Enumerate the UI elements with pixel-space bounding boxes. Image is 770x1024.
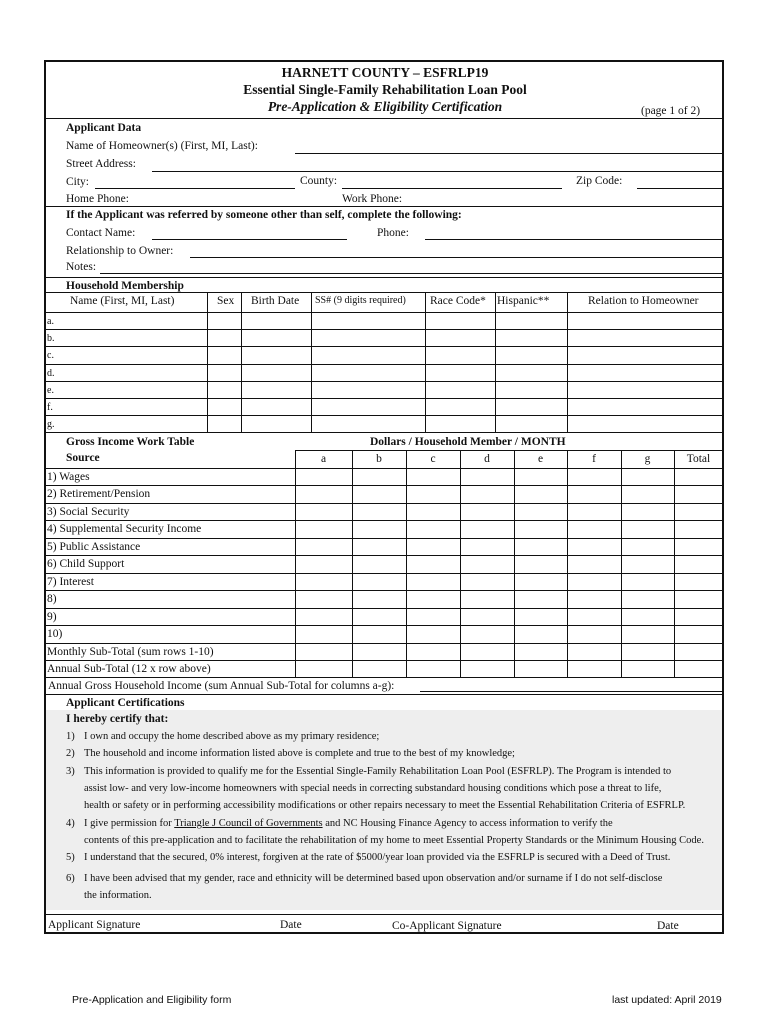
income-cell[interactable] bbox=[675, 469, 722, 484]
certification-item-number: 3) bbox=[66, 766, 75, 777]
household-cell[interactable] bbox=[208, 382, 240, 397]
income-cell[interactable] bbox=[407, 469, 459, 484]
zip-code-label: Zip Code: bbox=[576, 175, 623, 187]
income-cell[interactable] bbox=[568, 574, 620, 589]
income-col-b: b bbox=[376, 453, 382, 465]
county-label: County: bbox=[300, 175, 338, 187]
household-cell[interactable] bbox=[242, 330, 310, 345]
income-cell[interactable] bbox=[461, 556, 513, 571]
income-cell[interactable] bbox=[407, 539, 459, 554]
income-cell[interactable] bbox=[407, 486, 459, 501]
household-cell[interactable] bbox=[496, 365, 566, 380]
income-cell[interactable] bbox=[296, 504, 351, 519]
household-cell[interactable] bbox=[568, 399, 722, 414]
income-cell[interactable] bbox=[515, 539, 566, 554]
income-cell[interactable] bbox=[296, 486, 351, 501]
certification-item-number: 1) bbox=[66, 731, 75, 742]
contact-name-field[interactable] bbox=[152, 239, 347, 240]
income-cell[interactable] bbox=[675, 591, 722, 606]
income-cell[interactable] bbox=[675, 644, 722, 659]
income-cell[interactable] bbox=[461, 626, 513, 641]
income-cell[interactable] bbox=[296, 574, 351, 589]
household-section-title: Household Membership bbox=[66, 280, 184, 292]
household-cell[interactable] bbox=[208, 330, 240, 345]
income-cell[interactable] bbox=[461, 469, 513, 484]
household-cell[interactable] bbox=[208, 365, 240, 380]
notes-label: Notes: bbox=[66, 261, 97, 273]
applicant-section-title: Applicant Data bbox=[66, 122, 142, 134]
household-cell[interactable] bbox=[496, 399, 566, 414]
income-cell[interactable] bbox=[296, 609, 351, 624]
income-cell[interactable] bbox=[407, 521, 459, 536]
income-cell[interactable] bbox=[675, 556, 722, 571]
income-cell[interactable] bbox=[296, 591, 351, 606]
income-cell[interactable] bbox=[515, 556, 566, 571]
income-cell[interactable] bbox=[515, 626, 566, 641]
household-cell[interactable] bbox=[312, 416, 424, 431]
income-cell[interactable] bbox=[407, 609, 459, 624]
work-phone-label: Work Phone: bbox=[342, 193, 403, 205]
applicant-divider bbox=[45, 206, 723, 207]
form-subtitle: Essential Single-Family Rehabilitation Loan Pool bbox=[243, 82, 527, 97]
household-cell[interactable] bbox=[46, 382, 206, 397]
household-row-label: a. bbox=[47, 316, 54, 327]
household-cell[interactable] bbox=[242, 399, 310, 414]
income-cell[interactable] bbox=[407, 574, 459, 589]
income-cell[interactable] bbox=[461, 521, 513, 536]
household-cell[interactable] bbox=[242, 365, 310, 380]
household-cell[interactable] bbox=[496, 347, 566, 362]
household-cell[interactable] bbox=[208, 313, 240, 328]
applicant-signature-line[interactable] bbox=[45, 914, 363, 915]
contact-phone-label: Phone: bbox=[377, 227, 409, 239]
household-col-ssn: SS# (9 digits required) bbox=[315, 295, 406, 306]
household-cell[interactable] bbox=[242, 382, 310, 397]
household-cell[interactable] bbox=[46, 313, 206, 328]
certification-item-number: 5) bbox=[66, 852, 75, 863]
income-cell[interactable] bbox=[568, 661, 620, 676]
city-label: City: bbox=[66, 176, 90, 188]
certification-item-text: This information is provided to qualify me for the Essential Single-Family Rehabilitation Loan Pool (ESFRLP). The Program is intended to bbox=[84, 766, 672, 777]
income-cell[interactable] bbox=[568, 469, 620, 484]
income-cell[interactable] bbox=[407, 644, 459, 659]
coapplicant-date-label: Date bbox=[657, 920, 679, 932]
annual-gross-income-label: Annual Gross Household Income (sum Annual Sub-Total for columns a-g): bbox=[48, 680, 395, 692]
household-row-label: f. bbox=[47, 402, 53, 413]
triangle-j-link[interactable]: Triangle J Council of Governments bbox=[174, 818, 323, 829]
household-cell[interactable] bbox=[496, 313, 566, 328]
household-cell[interactable] bbox=[46, 330, 206, 345]
household-cell[interactable] bbox=[426, 382, 494, 397]
income-cell[interactable] bbox=[622, 521, 673, 536]
income-cell[interactable] bbox=[353, 626, 405, 641]
income-cell[interactable] bbox=[675, 626, 722, 641]
annual-gross-income-field[interactable] bbox=[420, 691, 723, 692]
income-cell[interactable] bbox=[622, 644, 673, 659]
certification-intro: I hereby certify that: bbox=[66, 713, 169, 725]
income-cell[interactable] bbox=[296, 661, 351, 676]
household-divider bbox=[45, 277, 723, 278]
coapplicant-signature-line[interactable] bbox=[354, 914, 723, 915]
household-col-race: Race Code* bbox=[430, 295, 486, 307]
income-cell[interactable] bbox=[622, 556, 673, 571]
household-cell[interactable] bbox=[46, 347, 206, 362]
household-cell[interactable] bbox=[568, 382, 722, 397]
income-cell[interactable] bbox=[461, 504, 513, 519]
income-cell[interactable] bbox=[568, 504, 620, 519]
household-header-rule bbox=[45, 292, 723, 293]
income-row-label: 5) Public Assistance bbox=[47, 540, 141, 553]
income-cell[interactable] bbox=[353, 644, 405, 659]
income-cell[interactable] bbox=[675, 504, 722, 519]
income-cell[interactable] bbox=[515, 644, 566, 659]
household-cell[interactable] bbox=[242, 416, 310, 431]
applicant-signature-label: Applicant Signature bbox=[48, 919, 141, 931]
income-source-header: Source bbox=[66, 452, 100, 464]
income-cell[interactable] bbox=[515, 609, 566, 624]
notes-field[interactable] bbox=[100, 273, 724, 274]
income-cell[interactable] bbox=[296, 626, 351, 641]
certification-item-text: the information. bbox=[84, 890, 152, 901]
certification-item-text: health or safety or in performing accessibility modifications or other repairs necessary to meet the Essential Rehabilitation Criteria of ESFRLP. bbox=[84, 800, 686, 811]
certification-text: I give permission for bbox=[84, 818, 175, 829]
certification-item-number: 4) bbox=[66, 818, 75, 829]
zip-code-field[interactable] bbox=[637, 188, 724, 189]
household-cell[interactable] bbox=[568, 365, 722, 380]
certification-text: and NC Housing Finance Agency to access information to verify the bbox=[322, 818, 613, 829]
household-cell[interactable] bbox=[312, 399, 424, 414]
income-cell[interactable] bbox=[353, 486, 405, 501]
household-cell[interactable] bbox=[208, 347, 240, 362]
income-row-label: Monthly Sub-Total (sum rows 1-10) bbox=[47, 645, 214, 658]
household-cell[interactable] bbox=[568, 313, 722, 328]
income-cell[interactable] bbox=[461, 591, 513, 606]
income-cell[interactable] bbox=[622, 661, 673, 676]
household-cell[interactable] bbox=[242, 313, 310, 328]
household-row-label: g. bbox=[47, 419, 55, 431]
household-row-label: d. bbox=[47, 367, 55, 379]
income-cell[interactable] bbox=[675, 661, 722, 676]
income-cell[interactable] bbox=[353, 556, 405, 571]
income-col-total: Total bbox=[686, 453, 711, 465]
income-cell[interactable] bbox=[296, 644, 351, 659]
income-row-label: 8) bbox=[47, 593, 57, 606]
certification-item-text: contents of this pre-application and to facilitate the rehabilitation of my home to meet Essential Property Standards or the Minimum Housing Code. bbox=[84, 835, 704, 846]
income-cell[interactable] bbox=[296, 556, 351, 571]
household-cell[interactable] bbox=[46, 365, 206, 380]
certification-section-title: Applicant Certifications bbox=[66, 697, 185, 709]
household-cell[interactable] bbox=[242, 347, 310, 362]
income-cell[interactable] bbox=[675, 486, 722, 501]
income-cell[interactable] bbox=[622, 469, 673, 484]
certification-item-number: 2) bbox=[66, 748, 75, 759]
income-row-label: 2) Retirement/Pension bbox=[47, 488, 151, 501]
certification-item-number: 6) bbox=[66, 873, 75, 884]
income-cell[interactable] bbox=[296, 521, 351, 536]
income-cell[interactable] bbox=[515, 469, 566, 484]
income-cell[interactable] bbox=[622, 626, 673, 641]
household-col-hispanic: Hispanic** bbox=[497, 295, 550, 307]
income-cell[interactable] bbox=[353, 574, 405, 589]
income-cell[interactable] bbox=[675, 574, 722, 589]
page-number: (page 1 of 2) bbox=[641, 105, 701, 117]
household-col-birthdate: Birth Date bbox=[251, 295, 300, 307]
income-cell[interactable] bbox=[675, 521, 722, 536]
income-divider bbox=[45, 432, 723, 433]
income-cell[interactable] bbox=[675, 539, 722, 554]
income-cell[interactable] bbox=[515, 661, 566, 676]
income-dollars-header: Dollars / Household Member / MONTH bbox=[370, 436, 566, 448]
income-col-f: f bbox=[592, 453, 596, 465]
income-header-top-rule bbox=[295, 450, 723, 451]
income-cell[interactable] bbox=[568, 626, 620, 641]
income-cell[interactable] bbox=[353, 539, 405, 554]
household-cell[interactable] bbox=[46, 399, 206, 414]
street-address-label: Street Address: bbox=[66, 158, 136, 170]
footer-updated: last updated: April 2019 bbox=[612, 994, 722, 1006]
income-row-label: 7) Interest bbox=[47, 575, 94, 588]
coapplicant-signature-label: Co-Applicant Signature bbox=[392, 920, 502, 932]
income-row-label: 1) Wages bbox=[47, 471, 90, 483]
applicant-date-label: Date bbox=[280, 919, 302, 931]
street-address-field[interactable] bbox=[152, 171, 724, 172]
income-cell[interactable] bbox=[515, 591, 566, 606]
income-cell[interactable] bbox=[461, 644, 513, 659]
income-row-label: 4) Supplemental Security Income bbox=[47, 523, 202, 536]
income-cell[interactable] bbox=[568, 591, 620, 606]
income-cell[interactable] bbox=[622, 591, 673, 606]
income-cell[interactable] bbox=[568, 609, 620, 624]
income-col-e: e bbox=[537, 453, 544, 465]
certification-item-text: assist low- and very low-income homeowners with special needs in correcting substandard housing conditions which pose a threat to life, bbox=[84, 783, 662, 794]
income-cell[interactable] bbox=[568, 521, 620, 536]
household-cell[interactable] bbox=[208, 416, 240, 431]
income-col-a: a bbox=[320, 453, 327, 465]
household-cell[interactable] bbox=[426, 330, 494, 345]
household-cell[interactable] bbox=[496, 416, 566, 431]
household-cell[interactable] bbox=[426, 365, 494, 380]
income-row-label: Annual Sub-Total (12 x row above) bbox=[47, 662, 211, 675]
certification-item-text: I own and occupy the home described above as my primary residence; bbox=[84, 731, 380, 742]
household-cell[interactable] bbox=[426, 347, 494, 362]
household-row-label: e. bbox=[47, 384, 54, 396]
income-cell[interactable] bbox=[461, 486, 513, 501]
income-cell[interactable] bbox=[568, 644, 620, 659]
certification-item-text bbox=[84, 817, 613, 831]
income-cell[interactable] bbox=[568, 486, 620, 501]
form-title: HARNETT COUNTY – ESFRLP19 bbox=[281, 65, 489, 80]
income-row-label: 9) bbox=[47, 610, 57, 623]
contact-name-label: Contact Name: bbox=[66, 227, 136, 239]
relationship-field[interactable] bbox=[190, 257, 724, 258]
household-cell[interactable] bbox=[312, 313, 424, 328]
income-col-c: c bbox=[430, 453, 436, 465]
household-col-relation: Relation to Homeowner bbox=[588, 295, 699, 307]
income-cell[interactable] bbox=[461, 574, 513, 589]
household-row-label: c. bbox=[47, 350, 54, 362]
income-cell[interactable] bbox=[622, 539, 673, 554]
household-row-label: b. bbox=[47, 333, 55, 345]
income-cell[interactable] bbox=[353, 661, 405, 676]
household-cell[interactable] bbox=[496, 330, 566, 345]
income-cell[interactable] bbox=[622, 574, 673, 589]
homeowner-name-label: Name of Homeowner(s) (First, MI, Last): bbox=[66, 140, 258, 152]
form-name: Pre-Application & Eligibility Certification bbox=[267, 99, 503, 114]
household-cell[interactable] bbox=[426, 399, 494, 414]
household-cell[interactable] bbox=[568, 330, 722, 345]
household-cell[interactable] bbox=[426, 313, 494, 328]
income-row-label: 3) Social Security bbox=[47, 505, 130, 518]
income-cell[interactable] bbox=[407, 626, 459, 641]
income-cell[interactable] bbox=[353, 469, 405, 484]
income-cell[interactable] bbox=[515, 486, 566, 501]
household-cell[interactable] bbox=[208, 399, 240, 414]
household-cell[interactable] bbox=[312, 365, 424, 380]
income-table-title: Gross Income Work Table bbox=[66, 436, 195, 448]
income-cell[interactable] bbox=[461, 609, 513, 624]
household-cell[interactable] bbox=[312, 330, 424, 345]
income-row-label: 10) bbox=[47, 628, 63, 641]
household-cell[interactable] bbox=[568, 347, 722, 362]
city-field[interactable] bbox=[95, 188, 295, 189]
county-field[interactable] bbox=[342, 188, 562, 189]
certification-item-text: I understand that the secured, 0% interest, forgiven at the rate of $5000/year loan provided via the ESFRLP is secured with a Deed of Trust. bbox=[84, 852, 671, 863]
income-cell[interactable] bbox=[461, 661, 513, 676]
income-cell[interactable] bbox=[353, 504, 405, 519]
income-col-g: g bbox=[644, 453, 651, 465]
household-cell[interactable] bbox=[496, 382, 566, 397]
income-cell[interactable] bbox=[568, 556, 620, 571]
household-cell[interactable] bbox=[312, 347, 424, 362]
household-col-sex: Sex bbox=[217, 295, 235, 307]
certification-item-text: I have been advised that my gender, race and ethnicity will be determined based upon observation and/or surname if I do not self-disclose bbox=[84, 873, 663, 884]
income-cell[interactable] bbox=[296, 469, 351, 484]
referral-instructions: If the Applicant was referred by someone other than self, complete the following: bbox=[66, 209, 462, 221]
relationship-label: Relationship to Owner: bbox=[66, 245, 174, 257]
income-cell[interactable] bbox=[675, 609, 722, 624]
header-divider bbox=[45, 118, 723, 119]
income-cell[interactable] bbox=[353, 521, 405, 536]
income-cell[interactable] bbox=[353, 591, 405, 606]
home-phone-label: Home Phone: bbox=[66, 193, 129, 205]
income-cell[interactable] bbox=[622, 504, 673, 519]
household-cell[interactable] bbox=[46, 416, 206, 431]
household-cell[interactable] bbox=[568, 416, 722, 431]
household-cell[interactable] bbox=[426, 416, 494, 431]
income-col-d: d bbox=[484, 453, 490, 465]
income-cell[interactable] bbox=[461, 539, 513, 554]
income-cell[interactable] bbox=[407, 661, 459, 676]
certification-divider bbox=[45, 694, 723, 695]
income-cell[interactable] bbox=[407, 591, 459, 606]
income-cell[interactable] bbox=[515, 521, 566, 536]
household-cell[interactable] bbox=[312, 382, 424, 397]
income-cell[interactable] bbox=[568, 539, 620, 554]
income-cell[interactable] bbox=[353, 609, 405, 624]
income-cell[interactable] bbox=[407, 504, 459, 519]
income-cell[interactable] bbox=[296, 539, 351, 554]
income-cell[interactable] bbox=[622, 609, 673, 624]
footer-form-name: Pre-Application and Eligibility form bbox=[72, 994, 232, 1006]
income-cell[interactable] bbox=[622, 486, 673, 501]
household-col-name: Name (First, MI, Last) bbox=[70, 295, 175, 307]
contact-phone-field[interactable] bbox=[425, 239, 724, 240]
income-cell[interactable] bbox=[515, 504, 566, 519]
certification-item-text: The household and income information listed above is complete and true to the best of my knowledge; bbox=[84, 748, 515, 759]
homeowner-name-field[interactable] bbox=[295, 153, 724, 154]
income-cell[interactable] bbox=[515, 574, 566, 589]
income-row-label: 6) Child Support bbox=[47, 558, 125, 571]
income-cell[interactable] bbox=[407, 556, 459, 571]
